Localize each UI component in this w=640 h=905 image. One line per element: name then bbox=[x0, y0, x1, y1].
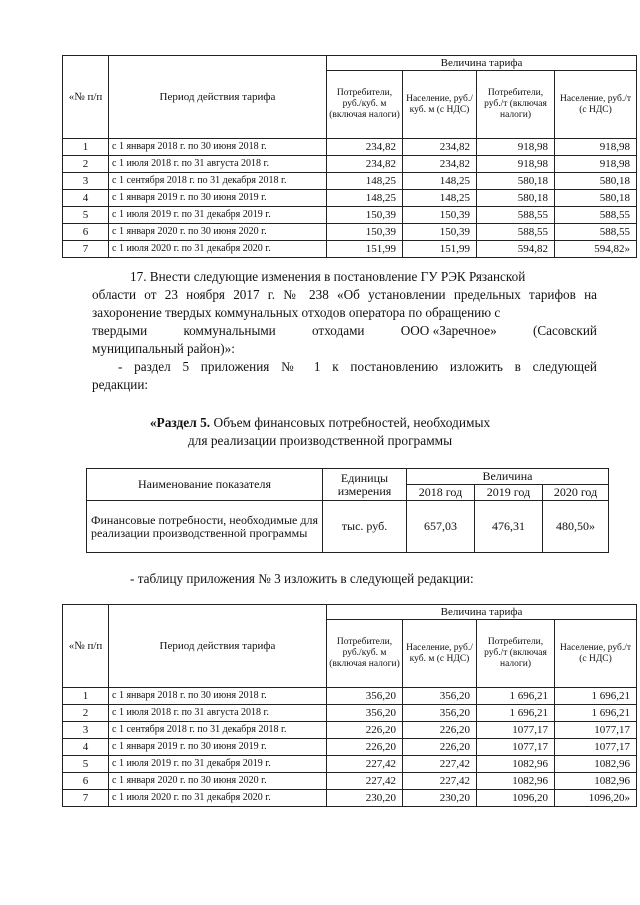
row-period: с 1 января 2019 г. по 30 июня 2019 г. bbox=[109, 190, 327, 207]
header-population-t: Население, руб./т (с НДС) bbox=[555, 71, 637, 139]
row-consumers-m3: 148,25 bbox=[327, 173, 403, 190]
paragraph-17-first-line: 17. Внести следующие изменения в постановление ГУ РЭК Рязанской bbox=[130, 269, 526, 284]
row-number: 2 bbox=[63, 705, 109, 722]
row-number: 6 bbox=[63, 773, 109, 790]
table-row bbox=[63, 688, 637, 705]
row-period: с 1 сентября 2018 г. по 31 декабря 2018 г. bbox=[109, 722, 327, 739]
table-row bbox=[63, 173, 637, 190]
row-population-t: 918,98 bbox=[555, 139, 637, 156]
row-period: с 1 июля 2018 г. по 31 августа 2018 г. bbox=[109, 705, 327, 722]
row-consumers-m3: 226,20 bbox=[327, 722, 403, 739]
paragraph-17-body: области от 23 ноября 2017 г. № 238 «Об установлении предельных тарифов на захоронение твердых коммунальных отходов оператора по обращению с bbox=[92, 287, 597, 320]
row-consumers-m3: 230,20 bbox=[327, 790, 403, 807]
row-consumers-m3: 151,99 bbox=[327, 241, 403, 258]
indicator-unit: тыс. руб. bbox=[323, 501, 407, 553]
word: твердыми bbox=[92, 323, 148, 338]
row-consumers-m3: 356,20 bbox=[327, 705, 403, 722]
paragraph-17-line5: муниципальный район)»: bbox=[92, 341, 235, 356]
table-row bbox=[63, 773, 637, 790]
bullet-appendix3: - таблицу приложения № 3 изложить в следующей редакции: bbox=[130, 571, 474, 586]
row-population-m3: 227,42 bbox=[403, 756, 477, 773]
value-2019: 476,31 bbox=[475, 501, 543, 553]
row-consumers-t: 918,98 bbox=[477, 139, 555, 156]
row-consumers-t: 918,98 bbox=[477, 156, 555, 173]
row-population-t: 1 696,21 bbox=[555, 705, 637, 722]
row-consumers-m3: 227,42 bbox=[327, 773, 403, 790]
row-consumers-t: 1 696,21 bbox=[477, 705, 555, 722]
row-consumers-m3: 234,82 bbox=[327, 156, 403, 173]
row-period: с 1 июля 2020 г. по 31 декабря 2020 г. bbox=[109, 241, 327, 258]
row-population-t: 580,18 bbox=[555, 190, 637, 207]
row-population-m3: 356,20 bbox=[403, 705, 477, 722]
row-population-t: 918,98 bbox=[555, 156, 637, 173]
row-population-m3: 234,82 bbox=[403, 139, 477, 156]
row-period: с 1 июля 2019 г. по 31 декабря 2019 г. bbox=[109, 207, 327, 224]
header-consumers-t: Потребители, руб./т (включая налоги) bbox=[477, 620, 555, 688]
row-period: с 1 июля 2020 г. по 31 декабря 2020 г. bbox=[109, 790, 327, 807]
row-population-t: 594,82» bbox=[555, 241, 637, 258]
row-number: 4 bbox=[63, 190, 109, 207]
row-population-m3: 356,20 bbox=[403, 688, 477, 705]
row-number: 3 bbox=[63, 173, 109, 190]
row-population-m3: 148,25 bbox=[403, 190, 477, 207]
row-number: 7 bbox=[63, 241, 109, 258]
row-period: с 1 января 2018 г. по 30 июня 2018 г. bbox=[109, 139, 327, 156]
row-number: 4 bbox=[63, 739, 109, 756]
header-year: 2020 год bbox=[543, 485, 609, 501]
row-number: 6 bbox=[63, 224, 109, 241]
row-population-m3: 227,42 bbox=[403, 773, 477, 790]
table-row bbox=[63, 241, 637, 258]
word: ООО «Заречное» bbox=[400, 323, 497, 338]
row-population-m3: 226,20 bbox=[403, 722, 477, 739]
row-consumers-t: 1 696,21 bbox=[477, 688, 555, 705]
row-population-m3: 230,20 bbox=[403, 790, 477, 807]
row-population-m3: 234,82 bbox=[403, 156, 477, 173]
row-population-m3: 150,39 bbox=[403, 207, 477, 224]
row-number: 2 bbox=[63, 156, 109, 173]
row-consumers-m3: 150,39 bbox=[327, 224, 403, 241]
header-value: Величина bbox=[407, 469, 609, 485]
row-consumers-m3: 150,39 bbox=[327, 207, 403, 224]
row-consumers-m3: 234,82 bbox=[327, 139, 403, 156]
row-consumers-t: 588,55 bbox=[477, 224, 555, 241]
header-unit: Единицы измерения bbox=[323, 469, 407, 501]
header-tariff-value: Величина тарифа bbox=[327, 56, 637, 71]
row-consumers-m3: 148,25 bbox=[327, 190, 403, 207]
row-period: с 1 января 2019 г. по 30 июня 2019 г. bbox=[109, 739, 327, 756]
indicator-name: Финансовые потребности, необходимые для реализации производственной программы bbox=[87, 501, 323, 553]
header-tariff-value: Величина тарифа bbox=[327, 605, 637, 620]
row-consumers-t: 1096,20 bbox=[477, 790, 555, 807]
row-consumers-t: 1082,96 bbox=[477, 773, 555, 790]
section5-title-rest: Объем финансовых потребностей, необходимых bbox=[210, 415, 491, 430]
header-consumers-t: Потребители, руб./т (включая налоги) bbox=[477, 71, 555, 139]
word: (Сасовский bbox=[532, 323, 597, 338]
row-period: с 1 января 2020 г. по 30 июня 2020 г. bbox=[109, 773, 327, 790]
row-population-t: 588,55 bbox=[555, 224, 637, 241]
row-number: 5 bbox=[63, 756, 109, 773]
header-period: Период действия тарифа bbox=[109, 605, 327, 688]
header-population-m3: Население, руб./куб. м (с НДС) bbox=[403, 620, 477, 688]
row-population-t: 1 696,21 bbox=[555, 688, 637, 705]
row-population-m3: 226,20 bbox=[403, 739, 477, 756]
section5-title-line2: для реализации производственной программы bbox=[187, 433, 453, 448]
value-2020: 480,50» bbox=[543, 501, 609, 553]
table-row bbox=[63, 790, 637, 807]
table-row bbox=[63, 739, 637, 756]
row-consumers-t: 1077,17 bbox=[477, 722, 555, 739]
table-row bbox=[63, 224, 637, 241]
row-number: 1 bbox=[63, 139, 109, 156]
header-period: Период действия тарифа bbox=[109, 56, 327, 139]
table-row bbox=[63, 156, 637, 173]
row-consumers-t: 594,82 bbox=[477, 241, 555, 258]
table-row bbox=[63, 722, 637, 739]
row-population-m3: 151,99 bbox=[403, 241, 477, 258]
row-number: 1 bbox=[63, 688, 109, 705]
bullet-section5-line2: редакции: bbox=[92, 377, 149, 392]
row-number: 3 bbox=[63, 722, 109, 739]
header-consumers-m3: Потребители, руб./куб. м (включая налоги) bbox=[327, 620, 403, 688]
tariff-table-2 bbox=[62, 604, 637, 807]
header-number: «№ п/п bbox=[63, 605, 109, 688]
section5-title-bold: «Раздел 5. bbox=[149, 415, 211, 430]
bullet-section5-line1: - раздел 5 приложения № 1 к постановлению изложить в следующей bbox=[118, 359, 597, 374]
row-consumers-m3: 227,42 bbox=[327, 756, 403, 773]
header-indicator: Наименование показателя bbox=[87, 469, 323, 501]
row-consumers-t: 1082,96 bbox=[477, 756, 555, 773]
table-row bbox=[63, 756, 637, 773]
row-period: с 1 июля 2019 г. по 31 декабря 2019 г. bbox=[109, 756, 327, 773]
row-population-t: 1077,17 bbox=[555, 739, 637, 756]
row-population-t: 588,55 bbox=[555, 207, 637, 224]
value-2018: 657,03 bbox=[407, 501, 475, 553]
word: коммунальными bbox=[183, 323, 276, 338]
header-number: «№ п/п bbox=[63, 56, 109, 139]
row-population-m3: 150,39 bbox=[403, 224, 477, 241]
table-row bbox=[63, 190, 637, 207]
row-population-t: 1082,96 bbox=[555, 756, 637, 773]
header-population-t: Население, руб./т (с НДС) bbox=[555, 620, 637, 688]
row-population-t: 1096,20» bbox=[555, 790, 637, 807]
row-number: 7 bbox=[63, 790, 109, 807]
row-consumers-m3: 356,20 bbox=[327, 688, 403, 705]
finance-table bbox=[86, 468, 609, 553]
header-year: 2018 год bbox=[407, 485, 475, 501]
row-period: с 1 января 2018 г. по 30 июня 2018 г. bbox=[109, 688, 327, 705]
row-period: с 1 сентября 2018 г. по 31 декабря 2018 г. bbox=[109, 173, 327, 190]
row-consumers-t: 1077,17 bbox=[477, 739, 555, 756]
row-consumers-t: 580,18 bbox=[477, 190, 555, 207]
row-population-m3: 148,25 bbox=[403, 173, 477, 190]
table-row bbox=[63, 139, 637, 156]
row-consumers-m3: 226,20 bbox=[327, 739, 403, 756]
row-number: 5 bbox=[63, 207, 109, 224]
row-population-t: 580,18 bbox=[555, 173, 637, 190]
row-population-t: 1077,17 bbox=[555, 722, 637, 739]
row-consumers-t: 588,55 bbox=[477, 207, 555, 224]
tariff-table-1 bbox=[62, 55, 637, 258]
row-period: с 1 июля 2018 г. по 31 августа 2018 г. bbox=[109, 156, 327, 173]
row-consumers-t: 580,18 bbox=[477, 173, 555, 190]
row-population-t: 1082,96 bbox=[555, 773, 637, 790]
word: отходами bbox=[312, 323, 365, 338]
paragraph-17-line4 bbox=[92, 322, 597, 340]
table-row bbox=[63, 207, 637, 224]
row-period: с 1 января 2020 г. по 30 июня 2020 г. bbox=[109, 224, 327, 241]
header-population-m3: Население, руб./куб. м (с НДС) bbox=[403, 71, 477, 139]
header-consumers-m3: Потребители, руб./куб. м (включая налоги) bbox=[327, 71, 403, 139]
table-row bbox=[63, 705, 637, 722]
section5-title bbox=[80, 414, 560, 432]
header-year: 2019 год bbox=[475, 485, 543, 501]
